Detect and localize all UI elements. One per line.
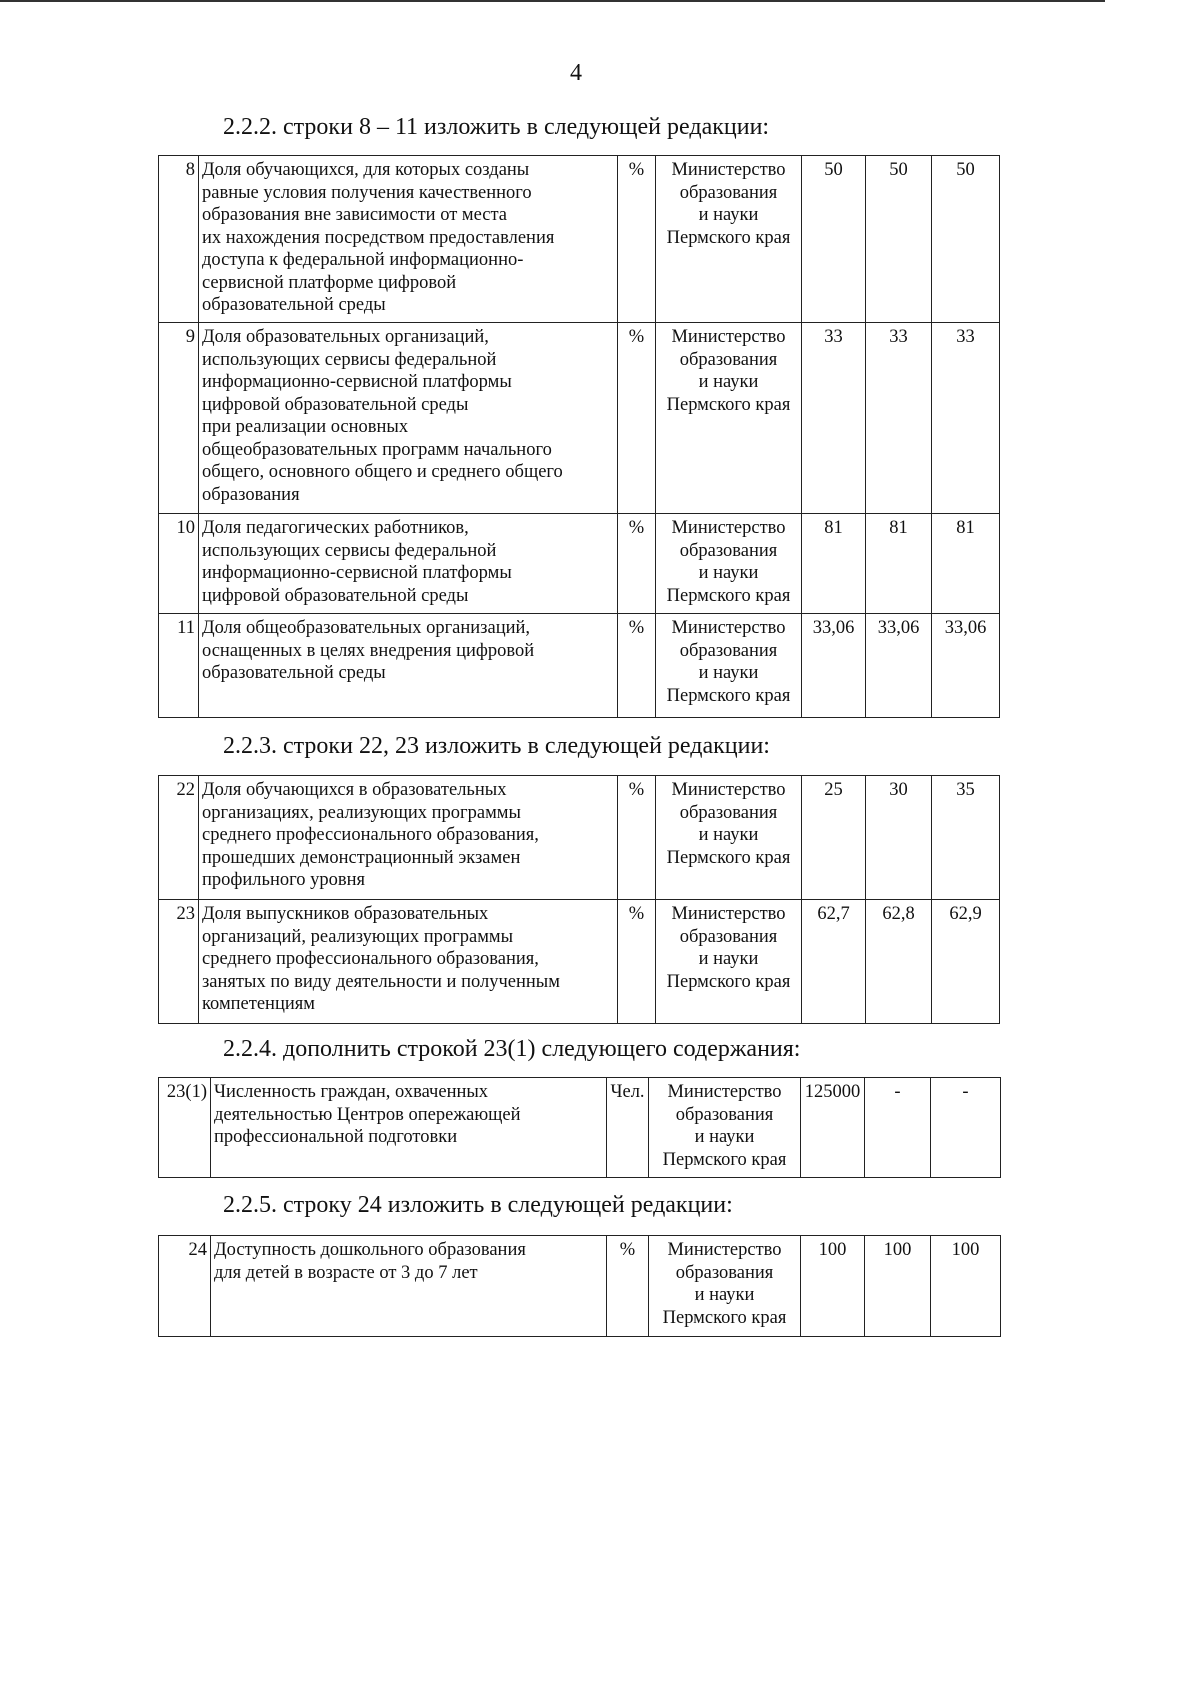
table-row [159, 1078, 1001, 1178]
row-number: 23(1) [159, 1078, 211, 1178]
indicator-name-line: среднего профессионального образования, [202, 825, 539, 845]
indicator-name-line: Доля обучающихся в образовательных [202, 780, 507, 800]
scan-top-edge [0, 0, 1105, 2]
table-row [159, 323, 1000, 514]
table-row [159, 776, 1000, 900]
responsible-executor [656, 514, 802, 614]
section-heading: 2.2.2. строки 8 – 11 изложить в следующей редакции: [223, 114, 770, 140]
responsible-executor-line: образования [675, 1262, 774, 1283]
indicator-name-line: компетенциям [202, 994, 315, 1014]
table-row [159, 156, 1000, 323]
section-heading: 2.2.3. строки 22, 23 изложить в следующей редакции: [223, 733, 770, 759]
indicator-name-line: прошедших демонстрационный экзамен [202, 847, 521, 868]
page-number: 4 [570, 60, 582, 86]
responsible-executor-line: образования [679, 802, 778, 823]
unit-of-measure: % [618, 514, 656, 614]
responsible-executor [649, 1078, 801, 1178]
indicator-name-line: цифровой образовательной среды [202, 585, 469, 606]
indicator-name-line: организациях, реализующих программы [202, 802, 521, 823]
indicator-name-line: для детей в возрасте от 3 до 7 лет [214, 1262, 478, 1283]
row-number: 9 [159, 323, 199, 514]
responsible-executor-line: Пермского края [666, 585, 791, 606]
unit-of-measure: % [618, 776, 656, 900]
indicator-name-line: образовательной среды [202, 295, 386, 315]
unit-of-measure: % [618, 156, 656, 323]
indicator-name [211, 1236, 607, 1337]
target-value: 50 [802, 156, 866, 323]
target-value: 33,06 [802, 614, 866, 718]
responsible-executor-line: Пермского края [666, 227, 791, 248]
indicator-name-line: доступа к федеральной информационно- [202, 250, 524, 270]
indicator-name [199, 776, 618, 900]
indicator-name-line: сервисной платформе цифровой [202, 272, 457, 293]
target-value: 100 [801, 1236, 865, 1337]
responsible-executor-line: и науки [694, 1127, 755, 1147]
responsible-executor-line: Пермского края [666, 685, 791, 706]
target-value: - [931, 1078, 1001, 1178]
indicator-name [199, 614, 618, 718]
indicator-name-line: использующих сервисы федеральной [202, 349, 497, 370]
target-value: 33 [866, 323, 932, 514]
responsible-executor-line: Министерство [671, 904, 786, 924]
responsible-executor-line: и науки [698, 563, 759, 583]
responsible-executor [656, 156, 802, 323]
indicator-name-line: образовательной среды [202, 663, 386, 683]
indicator-name-line: Доля обучающихся, для которых созданы [202, 160, 530, 180]
indicator-table [158, 1235, 1001, 1337]
target-value: 33 [932, 323, 1000, 514]
indicator-name-line: оснащенных в целях внедрения цифровой [202, 640, 535, 661]
target-value: 81 [802, 514, 866, 614]
row-number: 11 [159, 614, 199, 718]
indicator-name-line: Доля образовательных организаций, [202, 327, 489, 347]
target-value: 33 [802, 323, 866, 514]
indicator-name-line: занятых по виду деятельности и полученным [202, 971, 560, 992]
target-value: 30 [866, 776, 932, 900]
target-value: 33,06 [932, 614, 1000, 718]
indicator-name-line: использующих сервисы федеральной [202, 540, 497, 561]
indicator-name-line: Доля общеобразовательных организаций, [202, 618, 531, 638]
table-row [159, 900, 1000, 1024]
indicator-name-line: Доступность дошкольного образования [214, 1240, 526, 1260]
section-heading: 2.2.5. строку 24 изложить в следующей редакции: [223, 1192, 733, 1218]
target-value: 62,9 [932, 900, 1000, 1024]
target-value: 100 [865, 1236, 931, 1337]
row-number: 8 [159, 156, 199, 323]
responsible-executor-line: Министерство [671, 160, 786, 180]
responsible-executor-line: образования [679, 540, 778, 561]
indicator-table [158, 155, 1000, 718]
responsible-executor-line: Пермского края [666, 394, 791, 415]
responsible-executor [656, 776, 802, 900]
indicator-table [158, 775, 1000, 1024]
target-value: 33,06 [866, 614, 932, 718]
target-value: 35 [932, 776, 1000, 900]
indicator-name [199, 156, 618, 323]
row-number: 23 [159, 900, 199, 1024]
target-value: - [865, 1078, 931, 1178]
responsible-executor-line: Пермского края [666, 971, 791, 992]
responsible-executor-line: Министерство [671, 780, 786, 800]
indicator-name-line: информационно-сервисной платформы [202, 372, 512, 392]
target-value: 25 [802, 776, 866, 900]
responsible-executor-line: образования [679, 349, 778, 370]
indicator-name [199, 514, 618, 614]
responsible-executor-line: образования [679, 926, 778, 947]
indicator-name-line: профессиональной подготовки [214, 1127, 458, 1147]
responsible-executor-line: Пермского края [662, 1307, 787, 1328]
unit-of-measure: % [618, 900, 656, 1024]
responsible-executor-line: образования [679, 182, 778, 203]
responsible-executor-line: образования [679, 640, 778, 661]
indicator-name-line: информационно-сервисной платформы [202, 563, 512, 583]
indicator-name-line: деятельностью Центров опережающей [214, 1104, 521, 1125]
unit-of-measure: % [618, 614, 656, 718]
target-value: 62,7 [802, 900, 866, 1024]
section-heading: 2.2.4. дополнить строкой 23(1) следующего содержания: [223, 1036, 801, 1062]
indicator-name-line: цифровой образовательной среды [202, 394, 469, 415]
unit-of-measure: Чел. [607, 1078, 649, 1178]
indicator-name-line: среднего профессионального образования, [202, 949, 539, 969]
indicator-name-line: организаций, реализующих программы [202, 926, 514, 947]
row-number: 24 [159, 1236, 211, 1337]
responsible-executor-line: Министерство [667, 1240, 782, 1260]
indicator-name-line: образования [202, 484, 300, 505]
indicator-name-line: Доля педагогических работников, [202, 518, 469, 538]
responsible-executor-line: и науки [698, 205, 759, 225]
table-row [159, 614, 1000, 718]
indicator-name-line: Численность граждан, охваченных [214, 1082, 489, 1102]
responsible-executor [656, 900, 802, 1024]
indicator-name-line: при реализации основных [202, 417, 409, 437]
responsible-executor-line: и науки [698, 372, 759, 392]
target-value: 81 [866, 514, 932, 614]
indicator-name-line: Доля выпускников образовательных [202, 904, 489, 924]
unit-of-measure: % [607, 1236, 649, 1337]
responsible-executor-line: и науки [698, 825, 759, 845]
responsible-executor-line: образования [675, 1104, 774, 1125]
indicator-name-line: их нахождения посредством предоставления [202, 227, 555, 248]
table-row [159, 514, 1000, 614]
responsible-executor-line: Министерство [667, 1082, 782, 1102]
indicator-name-line: профильного уровня [202, 870, 366, 890]
indicator-name-line: общеобразовательных программ начального [202, 439, 552, 460]
responsible-executor-line: Министерство [671, 618, 786, 638]
target-value: 50 [932, 156, 1000, 323]
row-number: 22 [159, 776, 199, 900]
responsible-executor-line: Пермского края [662, 1149, 787, 1170]
target-value: 62,8 [866, 900, 932, 1024]
responsible-executor [649, 1236, 801, 1337]
indicator-name [199, 323, 618, 514]
table-row [159, 1236, 1001, 1337]
target-value: 125000 [801, 1078, 865, 1178]
indicator-name [211, 1078, 607, 1178]
indicator-name-line: равные условия получения качественного [202, 182, 532, 203]
responsible-executor-line: Министерство [671, 327, 786, 347]
responsible-executor-line: и науки [694, 1285, 755, 1305]
row-number: 10 [159, 514, 199, 614]
responsible-executor [656, 614, 802, 718]
indicator-name [199, 900, 618, 1024]
target-value: 100 [931, 1236, 1001, 1337]
responsible-executor-line: Пермского края [666, 847, 791, 868]
responsible-executor-line: и науки [698, 949, 759, 969]
responsible-executor [656, 323, 802, 514]
indicator-table [158, 1077, 1001, 1178]
target-value: 50 [866, 156, 932, 323]
unit-of-measure: % [618, 323, 656, 514]
responsible-executor-line: Министерство [671, 518, 786, 538]
indicator-name-line: образования вне зависимости от места [202, 205, 508, 225]
responsible-executor-line: и науки [698, 663, 759, 683]
target-value: 81 [932, 514, 1000, 614]
indicator-name-line: общего, основного общего и среднего общего [202, 462, 563, 482]
